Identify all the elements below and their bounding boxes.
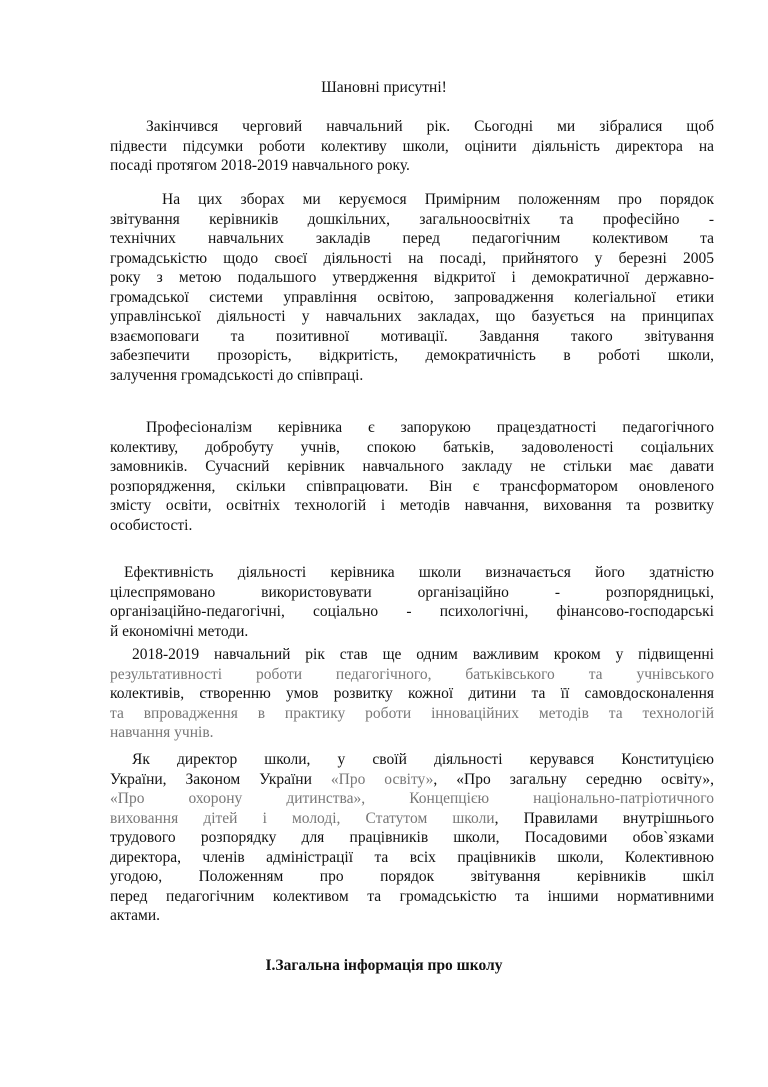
text-line: взаємоповаги та позитивної мотивації. Завдання такого звітування — [110, 327, 714, 345]
paragraph-legal-basis — [110, 750, 714, 926]
law-education-link-text: «Про освіту» — [330, 770, 434, 788]
paragraph-regulation — [110, 190, 714, 385]
text-line: Професіоналізм керівника є запорукою працездатності педагогічного — [146, 419, 714, 436]
text-span: , «Про загальну середню освіту», — [433, 770, 714, 788]
text-line — [110, 770, 714, 790]
paragraph-school-year — [110, 645, 714, 743]
text-span: , Правилами внутрішнього — [494, 809, 714, 827]
greeting: Шановні присутні! — [321, 79, 447, 96]
paragraph-professionalism — [110, 418, 714, 535]
text-line: року з метою подальшого утвердження відкритої і демократичної державно- — [110, 269, 714, 286]
text-line: змісту освіти, освітніх технологій і методів навчання, виховання та розвитку — [110, 497, 714, 514]
text-line: звітування керівників дошкільних, загальноосвітніх та професійно - — [110, 210, 714, 228]
text-line: навчання учнів. — [110, 724, 214, 741]
text-line: колективів, створенню умов розвитку кожної дитини та її самовдосконалення — [110, 685, 714, 702]
text-line: 2018-2019 навчальний рік став ще одним важливим кроком у підвищенні — [132, 646, 714, 663]
text-line: підвести підсумки роботи колективу школи, оцінити діяльність директора на — [110, 137, 714, 155]
paragraph-effectiveness — [110, 563, 714, 641]
text-line: Закінчився черговий навчальний рік. Сьогодні ми зібралися щоб — [146, 118, 714, 135]
text-line: колективу, добробуту учнів, спокою батьків, задоволеності соціальних — [110, 438, 714, 456]
paragraph-intro — [110, 117, 714, 176]
text-line: замовників. Сучасний керівник навчального закладу не стільки має давати — [110, 458, 714, 475]
text-line: трудового розпорядку для працівників школи, Посадовими обов`язками — [110, 829, 714, 846]
text-line: забезпечити прозорість, відкритість, демократичність в роботі школи, — [110, 347, 714, 364]
text-line: громадської системи управління освітою, запровадження колегіальної етики — [110, 288, 714, 306]
text-line: особистості. — [110, 516, 193, 534]
text-line: посаді протягом 2018-2019 навчального року. — [110, 157, 410, 174]
text-span: України, Законом України — [110, 770, 331, 788]
text-span: виховання дітей і молоді, Статутом школи — [110, 809, 495, 827]
text-line — [110, 809, 714, 829]
text-line: залучення громадськості до співпраці. — [110, 366, 364, 384]
text-line: громадськістю щодо своєї діяльності на посаді, прийнятого у березні 2005 — [110, 249, 714, 267]
text-line: цілеспрямовано використовувати організаційно - розпорядницькі, — [110, 583, 714, 601]
section-heading: І.Загальна інформація про школу — [265, 957, 503, 974]
text-line: актами. — [110, 907, 161, 924]
text-line: Ефективність діяльності керівника школи визначається його здатністю — [124, 564, 714, 581]
text-line: результативності роботи педагогічного, батьківського та учнівського — [110, 665, 714, 683]
text-line: На цих зборах ми керуємося Примірним положенням про порядок — [162, 191, 714, 208]
text-line: розпорядження, скільки співпрацювати. Він є трансформатором оновленого — [110, 477, 714, 495]
text-line: технічних навчальних закладів перед педагогічним колективом та — [110, 230, 714, 247]
text-line: організаційно-педагогічні, соціально - психологічні, фінансово-господарські — [110, 603, 714, 620]
text-line: «Про охорону дитинства», Концепцією національно-патріотичного — [110, 790, 714, 807]
text-line: Як директор школи, у своїй діяльності керувався Конституцією — [132, 751, 714, 768]
text-line: перед педагогічним колективом та громадськістю та іншими нормативними — [110, 887, 714, 905]
text-line: угодою, Положенням про порядок звітування керівників шкіл — [110, 868, 714, 885]
text-line: та впровадження в практику роботи інноваційних методів та технологій — [110, 704, 714, 722]
text-line: й економічні методи. — [110, 622, 249, 640]
text-line: управлінської діяльності у навчальних закладах, що базується на принципах — [110, 308, 714, 325]
text-line: директора, членів адміністрації та всіх працівників школи, Колективною — [110, 848, 714, 866]
